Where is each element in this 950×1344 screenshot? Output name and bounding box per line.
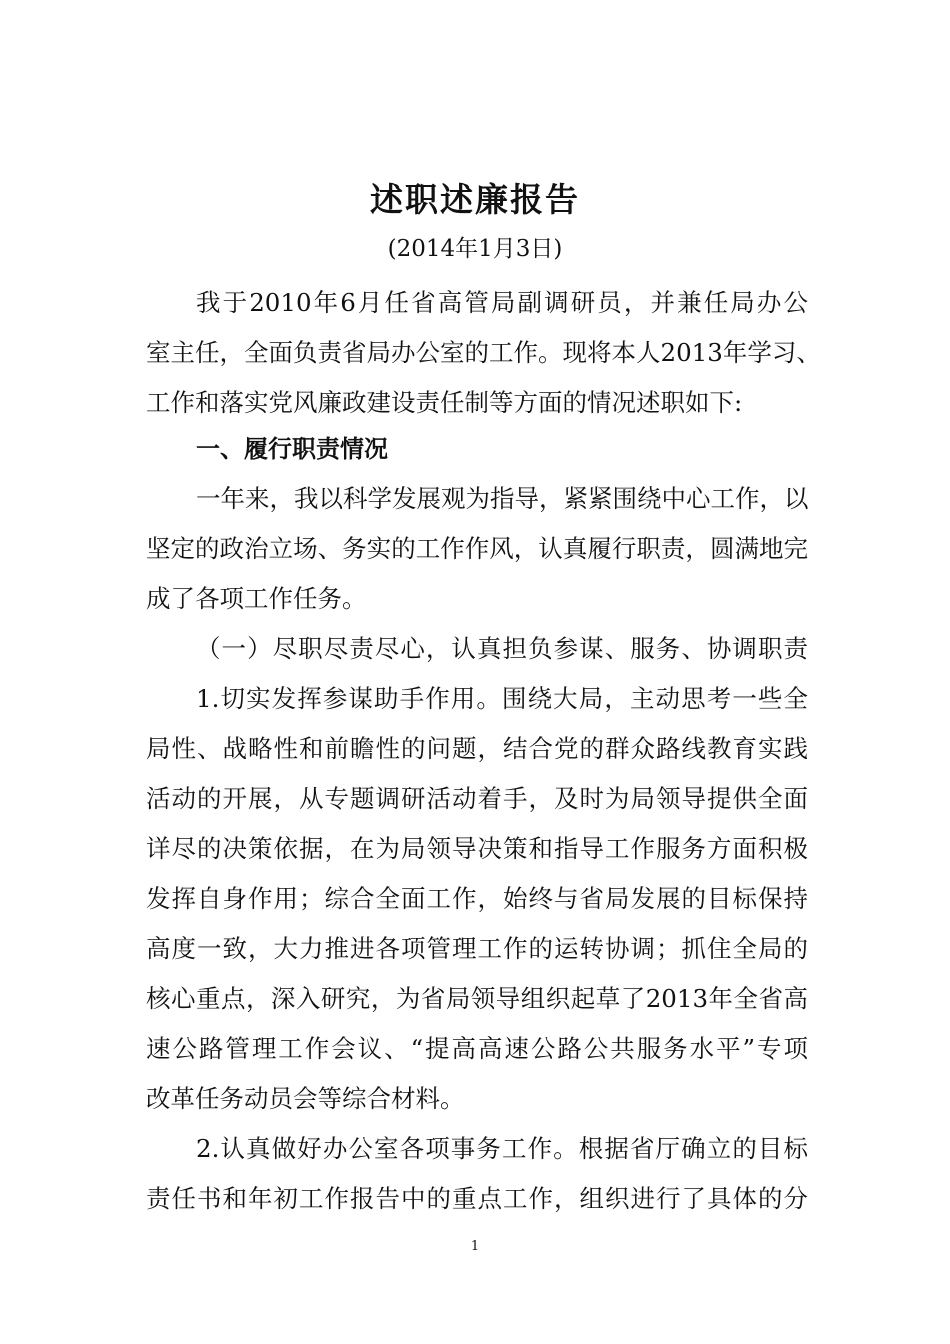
body-line: 核心重点，深入研究，为省局领导组织起草了2013年全省高 bbox=[146, 984, 808, 1013]
body-line: 工作和落实党风廉政建设责任制等方面的情况述职如下: bbox=[146, 388, 743, 417]
body-line: 详尽的决策依据，在为局领导决策和指导工作服务方面积极 bbox=[146, 834, 808, 863]
body-line: 成了各项工作任务。 bbox=[146, 584, 367, 613]
document-title: 述职述廉报告 bbox=[370, 180, 580, 219]
body-line: 改革任务动员会等综合材料。 bbox=[146, 1084, 465, 1113]
body-line: 局性、战略性和前瞻性的问题，结合党的群众路线教育实践 bbox=[146, 734, 808, 763]
body-line: 发挥自身作用；综合全面工作，始终与省局发展的目标保持 bbox=[146, 884, 808, 913]
subsection-heading: （一）尽职尽责尽心，认真担负参谋、服务、协调职责 bbox=[196, 634, 808, 663]
section-heading: 一、履行职责情况 bbox=[196, 435, 388, 463]
body-line: 室主任，全面负责省局办公室的工作。现将本人2013年学习、 bbox=[146, 338, 821, 367]
body-line: 活动的开展，从专题调研活动着手，及时为局领导提供全面 bbox=[146, 784, 808, 813]
body-line: 坚定的政治立场、务实的工作作风，认真履行职责，圆满地完 bbox=[146, 534, 808, 563]
body-line: 1.切实发挥参谋助手作用。围绕大局，主动思考一些全 bbox=[196, 684, 808, 713]
body-line: 高度一致，大力推进各项管理工作的运转协调；抓住全局的 bbox=[146, 934, 808, 963]
body-line: 我于2010年6月任省高管局副调研员，并兼任局办公 bbox=[196, 288, 808, 317]
body-line: 一年来，我以科学发展观为指导，紧紧围绕中心工作，以 bbox=[196, 484, 809, 513]
body-line: 2.认真做好办公室各项事务工作。根据省厅确立的目标 bbox=[196, 1134, 808, 1163]
body-line: 责任书和年初工作报告中的重点工作，组织进行了具体的分 bbox=[146, 1184, 808, 1213]
page-number: 1 bbox=[470, 1239, 480, 1254]
body-line: 速公路管理工作会议、“提高高速公路公共服务水平”专项 bbox=[146, 1034, 808, 1063]
document-date: (2014年1月3日) bbox=[387, 236, 563, 262]
